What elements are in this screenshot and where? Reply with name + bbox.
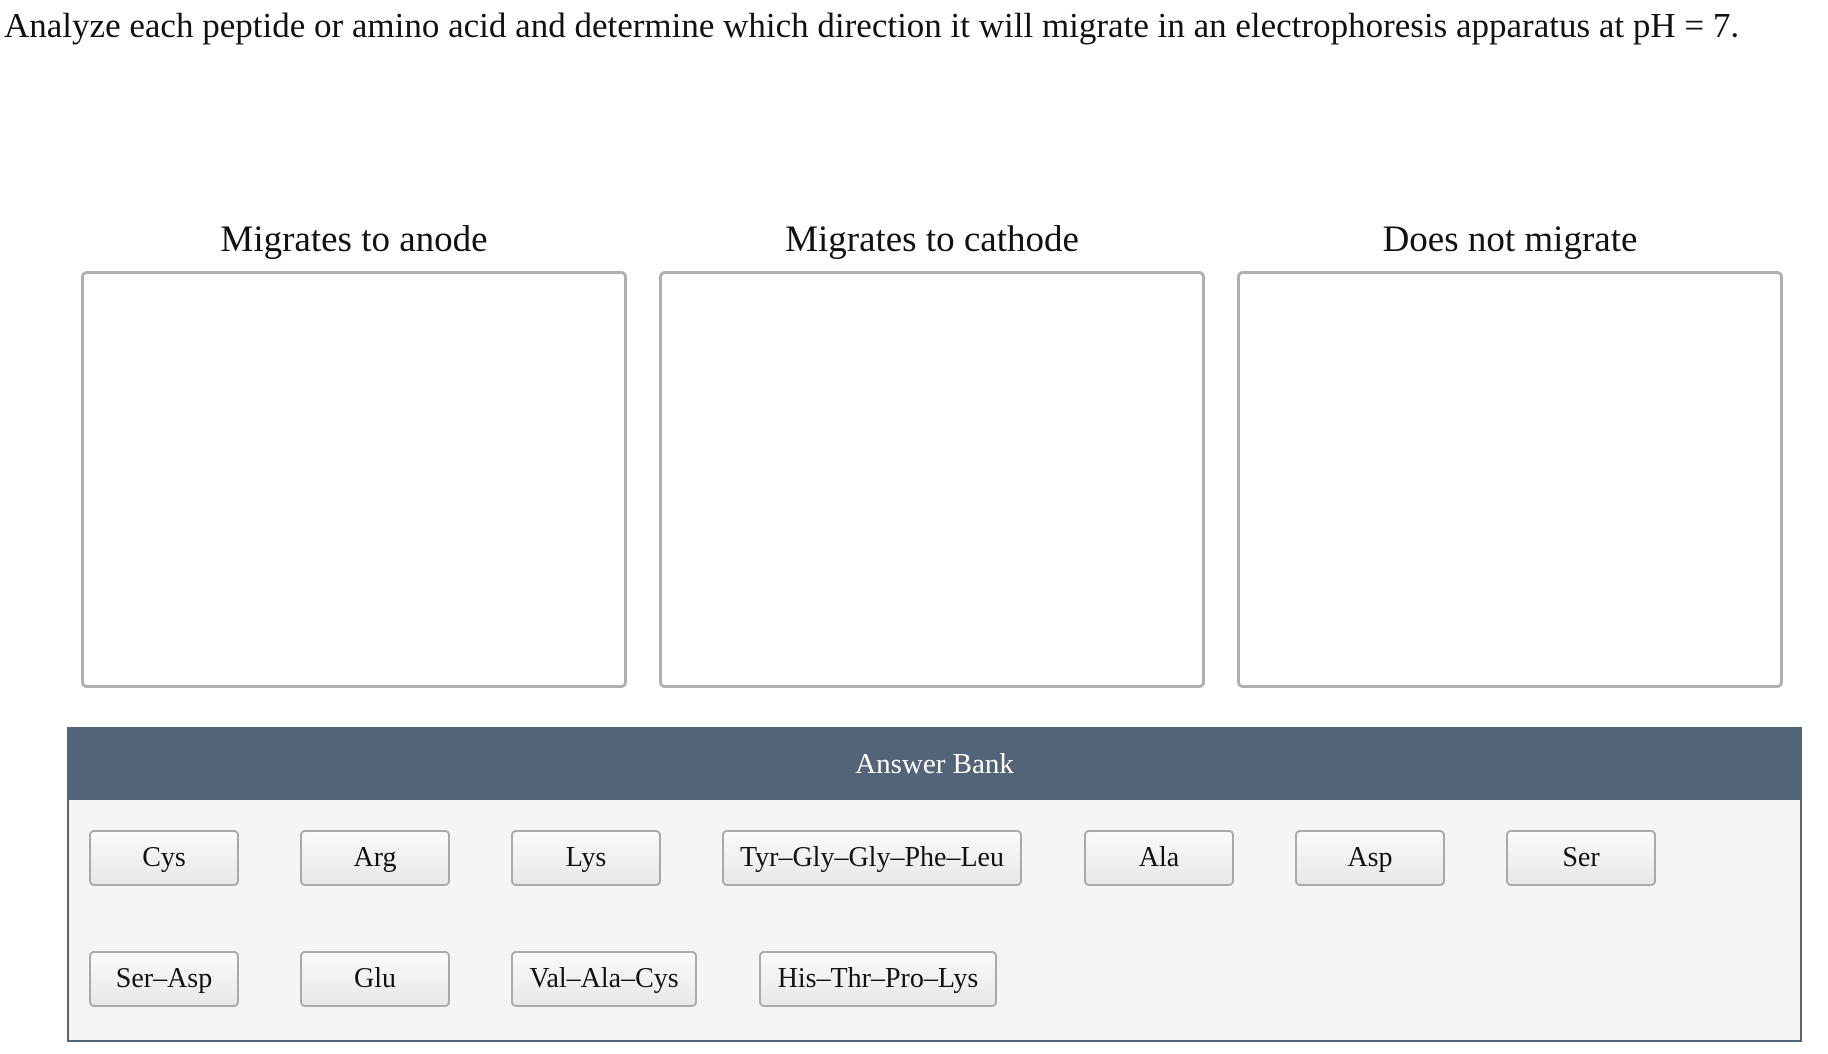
- answer-tile-glu[interactable]: Glu: [300, 951, 450, 1007]
- bin-title-anode: Migrates to anode: [220, 219, 488, 260]
- answer-tile-asp[interactable]: Asp: [1295, 830, 1445, 886]
- answer-tile-his-thr-pro-lys[interactable]: His–Thr–Pro–Lys: [759, 951, 997, 1007]
- question-prompt: Analyze each peptide or amino acid and determine which direction it will migrate in an electrophoresis apparatus at pH = 7.: [4, 6, 1740, 45]
- answer-tile-val-ala-cys[interactable]: Val–Ala–Cys: [511, 951, 697, 1007]
- answer-tile-arg[interactable]: Arg: [300, 830, 450, 886]
- bin-title-cathode: Migrates to cathode: [785, 219, 1079, 260]
- answer-bank: [67, 727, 1802, 1042]
- answer-tile-cys[interactable]: Cys: [89, 830, 239, 886]
- answer-tile-lys[interactable]: Lys: [511, 830, 661, 886]
- drop-zone-anode[interactable]: [81, 271, 627, 688]
- answer-tile-ser-asp[interactable]: Ser–Asp: [89, 951, 239, 1007]
- drop-zone-cathode[interactable]: [659, 271, 1205, 688]
- drop-zone-no-migration[interactable]: [1237, 271, 1783, 688]
- bin-title-no-migration: Does not migrate: [1382, 219, 1638, 260]
- answer-tile-tyr-gly-gly-phe-leu[interactable]: Tyr–Gly–Gly–Phe–Leu: [722, 830, 1022, 886]
- answer-tile-ala[interactable]: Ala: [1084, 830, 1234, 886]
- answer-tile-ser[interactable]: Ser: [1506, 830, 1656, 886]
- answer-bank-header: Answer Bank: [69, 729, 1800, 800]
